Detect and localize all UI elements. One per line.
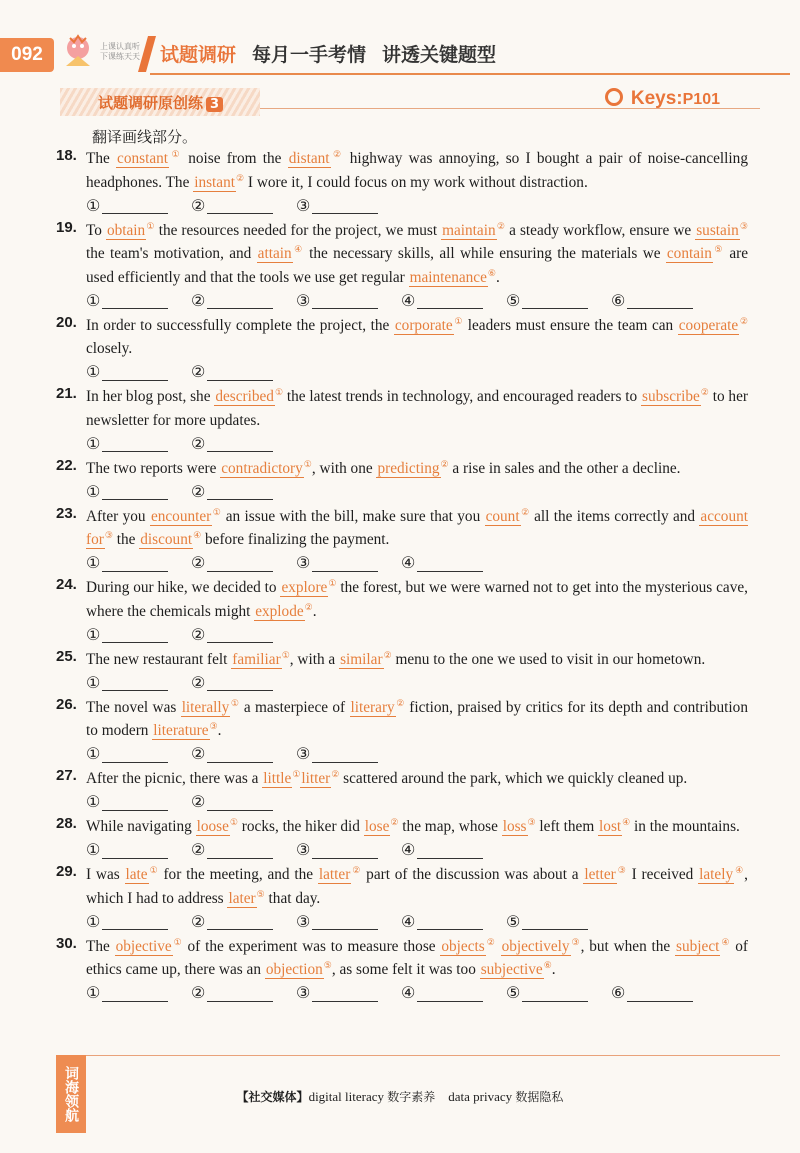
blank-line (102, 498, 168, 500)
question-item (56, 767, 748, 815)
blank-line (207, 498, 273, 500)
blank-line (207, 641, 273, 643)
answer-blank[interactable] (296, 743, 401, 767)
question-item (56, 505, 748, 576)
answer-blank[interactable] (506, 982, 611, 1006)
question-item (56, 314, 748, 385)
question-number: 20. (56, 313, 77, 331)
blank-line (102, 450, 168, 452)
blank-marker: ① (86, 197, 101, 215)
answer-blank[interactable] (86, 552, 191, 576)
answer-blank[interactable] (86, 839, 191, 863)
word-marker: ② (331, 768, 340, 779)
underlined-word: literature (153, 722, 209, 739)
section-number-badge: 3 (206, 97, 223, 112)
question-number: 18. (56, 147, 77, 164)
blank-marker: ③ (296, 746, 311, 763)
word-marker: ② (440, 458, 449, 469)
underlined-word: subscribe (642, 388, 700, 405)
blank-marker: ② (191, 674, 206, 692)
blank-marker: ① (86, 985, 101, 1002)
blank-line (522, 307, 588, 309)
underlined-word: obtain (106, 221, 146, 239)
blank-marker: ⑤ (506, 913, 521, 931)
question-sentence: The novel was literally① a masterpiece of literary② fiction, praised by critics for its depth and contribution to modern literature③. (86, 697, 748, 739)
blank-marker: ① (86, 794, 101, 811)
page-number: 092 (0, 38, 54, 72)
word-marker: ① (146, 220, 155, 231)
underlined-word: literary (350, 698, 395, 716)
word-marker: ② (485, 936, 496, 947)
answer-blank[interactable] (191, 290, 296, 314)
key-circle-icon (605, 88, 623, 106)
blank-line (417, 570, 483, 572)
question-sentence: During our hike, we decided to explore① the forest, but we were warned not to get into the mysterious cave, where the chemicals might explode②. (86, 577, 748, 620)
answer-blanks (86, 791, 748, 815)
word-marker: ① (274, 386, 284, 397)
underlined-word: predicting (377, 459, 440, 477)
blank-line (312, 761, 378, 763)
word-marker: ③ (616, 864, 627, 875)
blank-marker: ① (86, 626, 101, 644)
question-number: 22. (56, 456, 77, 474)
question-sentence: After the picnic, there was a little①litter② scattered around the park, which we quickly cleaned up. (86, 768, 688, 787)
answer-blank[interactable] (86, 195, 191, 219)
question-number: 19. (56, 218, 77, 236)
blank-marker: ② (191, 794, 206, 811)
word-marker: ① (328, 577, 337, 588)
blank-marker: ② (191, 913, 206, 931)
underlined-word: encounter (150, 507, 212, 525)
underlined-word: subjective (480, 961, 543, 978)
answer-blank[interactable] (401, 290, 506, 314)
blank-line (312, 212, 378, 214)
blank-marker: ③ (296, 842, 311, 859)
underlined-word: cooperate (678, 316, 739, 334)
blank-marker: ④ (401, 985, 416, 1002)
word-marker: ② (383, 649, 392, 660)
page-header (0, 30, 800, 86)
header-title: 试题调研 每月一手考情 讲透关键题型 (160, 44, 497, 66)
word-marker: ① (212, 506, 222, 517)
underlined-word: account for (86, 507, 748, 548)
question-item (56, 863, 748, 934)
blank-marker: ③ (296, 292, 311, 310)
answer-blank[interactable] (191, 433, 296, 457)
blank-marker: ③ (296, 913, 311, 931)
blank-line (102, 1000, 168, 1002)
blank-line (102, 641, 168, 643)
blank-marker: ① (86, 746, 101, 763)
answer-blank[interactable] (191, 552, 296, 576)
blank-line (417, 307, 483, 309)
answer-blank[interactable] (401, 839, 506, 863)
blank-line (207, 570, 273, 572)
word-marker: ② (304, 601, 313, 612)
word-marker: ② (739, 315, 749, 326)
answer-blanks (86, 289, 748, 313)
word-marker: ⑥ (543, 959, 552, 970)
answer-blank[interactable] (296, 552, 401, 576)
blank-line (102, 857, 168, 859)
word-marker: ① (281, 649, 290, 660)
blank-marker: ② (191, 555, 206, 572)
word-marker: ③ (570, 936, 581, 947)
question-sentence: After you encounter① an issue with the bill, make sure that you count② all the items correctly and account for③ the discount④ before finalizing the payment. (86, 506, 748, 548)
underlined-word: lost (599, 818, 622, 835)
underlined-word: distant (288, 150, 330, 167)
underlined-word: described (215, 388, 274, 405)
answer-blank[interactable] (191, 481, 296, 505)
underlined-word: objection (265, 961, 323, 978)
answer-blank[interactable] (401, 911, 506, 935)
blank-line (102, 809, 168, 811)
answer-blank[interactable] (191, 911, 296, 935)
blank-line (522, 1000, 588, 1002)
side-tab: 词海领航 (56, 1055, 86, 1133)
question-number: 28. (56, 815, 77, 832)
answer-blank[interactable] (86, 624, 191, 648)
blank-line (102, 928, 168, 930)
underlined-word: maintain (442, 221, 496, 239)
word-marker: ③ (739, 220, 748, 231)
underlined-word: attain (257, 245, 292, 262)
underlined-word: discount (140, 531, 193, 548)
question-number: 21. (56, 385, 77, 402)
blank-marker: ⑥ (611, 292, 626, 310)
answer-blanks (86, 671, 748, 695)
answer-blank[interactable] (611, 982, 716, 1006)
answer-blanks (86, 982, 748, 1006)
answer-blank[interactable] (86, 743, 191, 767)
answer-blank[interactable] (296, 195, 401, 219)
underlined-word: later (228, 889, 256, 907)
underlined-word: latter (318, 866, 351, 883)
word-marker: ② (390, 816, 399, 827)
underlined-word: contain (666, 245, 712, 262)
blank-marker: ② (191, 292, 206, 310)
underlined-word: literally (181, 698, 230, 716)
footer-vocab: 【社交媒体】digital literacy 数字素养 data privacy 数据隐私 (236, 1089, 564, 1104)
answer-blank[interactable] (611, 290, 716, 314)
blank-marker: ① (86, 435, 101, 453)
blank-marker: ② (191, 435, 206, 453)
question-number: 29. (56, 863, 77, 880)
underlined-word: subject (676, 937, 720, 955)
word-marker: ① (230, 697, 240, 708)
question-item (56, 219, 748, 314)
question-number: 27. (56, 767, 77, 784)
blank-marker: ② (191, 364, 206, 381)
header-slash-decoration (138, 36, 156, 72)
answer-blanks (86, 743, 748, 767)
answer-blank[interactable] (401, 552, 506, 576)
question-sentence: While navigating loose① rocks, the hiker did lose② the map, whose loss③ left them lost④ in the mountains. (86, 816, 740, 835)
blank-line (102, 761, 168, 763)
underlined-word: lose (364, 818, 390, 835)
underlined-word: count (485, 507, 520, 525)
underlined-word: loss (502, 818, 527, 835)
instructions: 翻译画线部分。 (92, 128, 198, 146)
blank-line (312, 928, 378, 930)
underlined-word: contradictory (221, 459, 303, 477)
underlined-word: explore (281, 579, 328, 596)
blank-marker: ② (191, 626, 206, 644)
question-number: 26. (56, 695, 77, 713)
answer-blank[interactable] (296, 982, 401, 1006)
underlined-word: corporate (394, 316, 453, 334)
blank-marker: ② (191, 483, 206, 501)
blank-line (207, 928, 273, 930)
answer-blank[interactable] (191, 743, 296, 767)
blank-marker: ② (191, 985, 206, 1002)
footer-rule (58, 1055, 780, 1056)
blank-line (312, 857, 378, 859)
question-item (56, 576, 748, 647)
blank-marker: ④ (401, 842, 416, 859)
question-item (56, 648, 748, 696)
answer-blank[interactable] (191, 624, 296, 648)
word-marker: ⑤ (712, 243, 724, 254)
word-marker: ① (229, 816, 238, 827)
question-list (56, 147, 748, 1006)
blank-line (417, 857, 483, 859)
underlined-word: maintenance (409, 268, 487, 286)
blank-line (207, 379, 273, 381)
word-marker: ③ (209, 720, 218, 731)
blank-marker: ② (191, 197, 206, 215)
blank-line (102, 689, 168, 691)
question-item (56, 385, 748, 456)
blank-marker: ① (86, 364, 101, 381)
header-rule (150, 73, 790, 75)
blank-marker: ② (191, 746, 206, 763)
answer-blank[interactable] (296, 911, 401, 935)
word-marker: ① (169, 148, 182, 159)
answer-blanks (86, 910, 748, 934)
section-band (60, 88, 760, 116)
answer-blanks (86, 552, 748, 576)
answer-blank[interactable] (401, 982, 506, 1006)
word-marker: ② (700, 386, 709, 397)
blank-marker: ① (86, 555, 101, 572)
underlined-word: objective (115, 937, 172, 955)
answer-blank[interactable] (86, 911, 191, 935)
question-number: 23. (56, 504, 77, 522)
word-marker: ① (148, 864, 159, 875)
underlined-word: instant (194, 173, 235, 191)
underlined-word: litter (301, 770, 331, 787)
blank-marker: ③ (296, 985, 311, 1002)
word-marker: ⑤ (323, 959, 332, 970)
word-marker: ① (172, 936, 183, 947)
question-sentence: I was late① for the meeting, and the latter② part of the discussion was about a letter③ I received lately④, which I had to address later⑤ that day. (86, 864, 748, 907)
answer-blank[interactable] (86, 481, 191, 505)
blank-line (627, 307, 693, 309)
blank-marker: ⑥ (611, 985, 626, 1002)
answer-blank[interactable] (296, 839, 401, 863)
underlined-word: objects (441, 937, 485, 955)
underlined-word: sustain (696, 221, 739, 239)
word-marker: ③ (527, 816, 536, 827)
blank-line (312, 570, 378, 572)
answer-blank[interactable] (86, 791, 191, 815)
blank-line (207, 1000, 273, 1002)
question-sentence: In order to successfully complete the project, the corporate① leaders must ensure the team can cooperate② closely. (86, 315, 749, 357)
section-title: 试题调研原创练 3 (98, 92, 223, 113)
question-item (56, 147, 748, 218)
blank-line (207, 450, 273, 452)
answer-blanks (86, 361, 748, 385)
answer-blanks (86, 480, 748, 504)
blank-line (417, 928, 483, 930)
word-marker: ② (330, 148, 344, 159)
question-sentence: The objective① of the experiment was to measure those objects② objectively③, but when the subject④ of ethics came up, there was an objection⑤, as some felt it was too subjective⑥. (86, 936, 748, 978)
word-marker: ① (292, 768, 301, 779)
blank-line (207, 689, 273, 691)
blank-line (102, 379, 168, 381)
blank-marker: ⑤ (506, 985, 521, 1002)
answer-blank[interactable] (191, 839, 296, 863)
underlined-word: letter (584, 866, 616, 883)
blank-marker: ④ (401, 913, 416, 931)
word-marker: ① (453, 315, 464, 326)
question-item (56, 815, 748, 863)
question-sentence: To obtain① the resources needed for the project, we must maintain② a steady workflow, ensure we sustain③ the team's motivation, and attain④ the necessary skills, all while ensuring the materials we contain⑤ are used efficiently and that the tools we use get regular maintenance⑥. (86, 220, 749, 286)
answer-blank[interactable] (191, 982, 296, 1006)
word-marker: ① (303, 458, 312, 469)
blank-line (207, 212, 273, 214)
answer-blank[interactable] (191, 361, 296, 385)
answer-blank[interactable] (86, 433, 191, 457)
answer-blanks (86, 194, 748, 218)
word-marker: ③ (104, 529, 113, 540)
answer-blank[interactable] (86, 290, 191, 314)
underlined-word: explode (255, 602, 304, 620)
answer-blank[interactable] (86, 982, 191, 1006)
blank-line (417, 1000, 483, 1002)
question-sentence: The constant① noise from the distant② highway was annoying, so I bought a pair of noise-cancelling headphones. The instant② I wore it, I could focus on my work without distraction. (86, 148, 748, 191)
underlined-word: familiar (232, 650, 281, 668)
blank-marker: ③ (296, 555, 311, 572)
answer-blank[interactable] (191, 672, 296, 696)
blank-marker: ① (86, 292, 101, 310)
blank-marker: ② (191, 842, 206, 859)
answer-blanks (86, 839, 748, 863)
blank-line (102, 307, 168, 309)
blank-marker: ⑤ (506, 292, 521, 310)
answer-blank[interactable] (191, 791, 296, 815)
mascot-logo-icon (58, 32, 98, 72)
word-marker: ② (395, 697, 405, 708)
word-marker: ④ (193, 529, 202, 540)
word-marker: ④ (720, 936, 731, 947)
blank-line (102, 212, 168, 214)
blank-marker: ① (86, 674, 101, 692)
question-number: 25. (56, 647, 77, 665)
answer-blank[interactable] (506, 290, 611, 314)
question-item (56, 696, 748, 767)
word-marker: ④ (622, 816, 631, 827)
answer-blank[interactable] (86, 361, 191, 385)
answer-blank[interactable] (191, 195, 296, 219)
blank-marker: ③ (296, 197, 311, 215)
answer-key-reference: Keys:P101 (605, 88, 720, 110)
word-marker: ④ (292, 243, 304, 254)
word-marker: ② (520, 506, 530, 517)
question-number: 24. (56, 576, 77, 593)
question-item (56, 457, 748, 505)
blank-line (627, 1000, 693, 1002)
question-sentence: In her blog post, she described① the latest trends in technology, and encouraged readers to subscribe② to her newsletter for more updates. (86, 386, 748, 429)
blank-line (207, 761, 273, 763)
answer-blank[interactable] (506, 911, 611, 935)
question-sentence: The two reports were contradictory①, with one predicting② a rise in sales and the other a decline. (86, 458, 681, 477)
word-marker: ④ (734, 864, 745, 875)
underlined-word: lately (699, 866, 734, 883)
blank-line (207, 307, 273, 309)
blank-marker: ④ (401, 292, 416, 310)
underlined-word: similar (340, 650, 383, 668)
underlined-word: constant (117, 150, 169, 167)
blank-line (312, 1000, 378, 1002)
question-sentence: The new restaurant felt familiar①, with a similar② menu to the one we used to visit in our hometown. (86, 649, 706, 668)
question-item (56, 935, 748, 1006)
answer-blank[interactable] (296, 290, 401, 314)
blank-line (312, 307, 378, 309)
question-number: 30. (56, 934, 77, 952)
underlined-word: loose (196, 818, 229, 835)
blank-marker: ① (86, 483, 101, 501)
word-marker: ⑥ (487, 267, 496, 278)
word-marker: ② (236, 172, 245, 183)
word-marker: ② (351, 864, 362, 875)
blank-marker: ④ (401, 555, 416, 572)
underlined-word: late (125, 866, 148, 883)
underlined-word: objectively (501, 937, 570, 955)
underlined-word: little (263, 770, 292, 787)
blank-marker: ① (86, 842, 101, 859)
logo-caption: 上课认真听 下课练天天 (100, 42, 140, 61)
word-marker: ⑤ (256, 888, 265, 899)
blank-line (522, 928, 588, 930)
answer-blank[interactable] (86, 672, 191, 696)
blank-line (102, 570, 168, 572)
word-marker: ② (496, 220, 506, 231)
blank-line (207, 809, 273, 811)
answer-blanks (86, 623, 748, 647)
blank-line (207, 857, 273, 859)
answer-blanks (86, 432, 748, 456)
blank-marker: ① (86, 913, 101, 931)
